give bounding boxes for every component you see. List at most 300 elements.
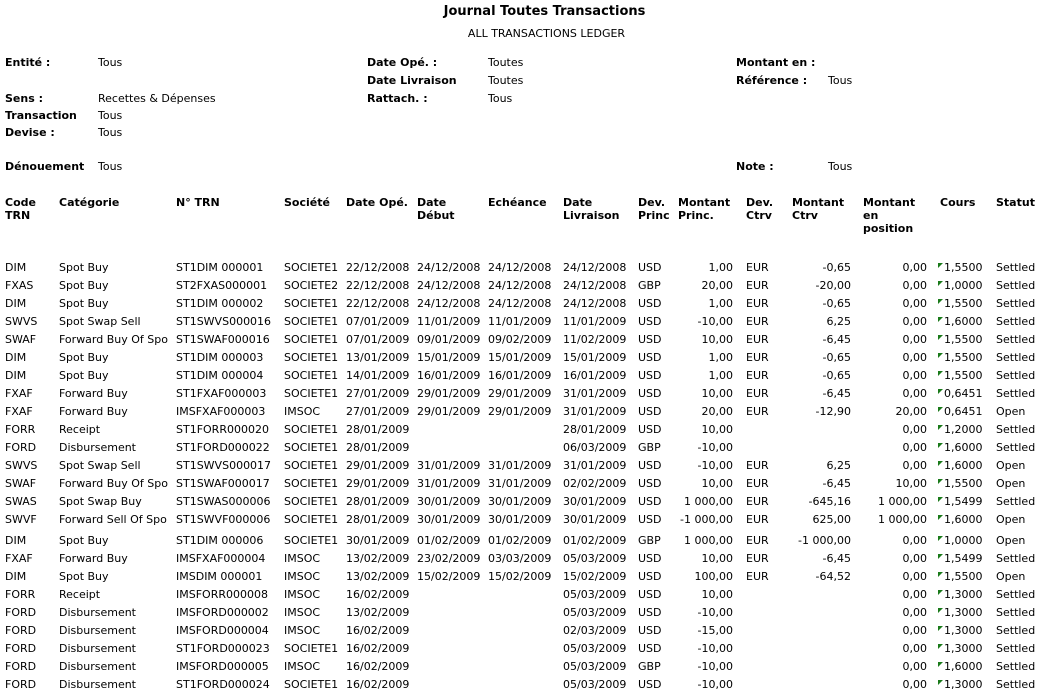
cours-indicator-icon xyxy=(938,479,943,484)
cell-cours: 1,0000 xyxy=(944,534,983,547)
cell-date-ope: 16/02/2009 xyxy=(346,660,410,673)
cell-montant-princ: 20,00 xyxy=(701,405,733,418)
cell-echeance: 09/02/2009 xyxy=(488,333,552,346)
cell-echeance: 24/12/2008 xyxy=(488,261,552,274)
cell-cours: 1,5500 xyxy=(944,333,983,346)
cell-dev-ctrv: EUR xyxy=(746,552,769,565)
cell-date-debut: 15/01/2009 xyxy=(417,351,481,364)
cell-dev-princ: USD xyxy=(638,387,662,400)
cell-dev-princ: USD xyxy=(638,315,662,328)
column-header-date-ope: Date Opé. xyxy=(346,196,408,209)
cell-statut: Settled xyxy=(996,423,1036,436)
table-row[interactable] xyxy=(0,421,1039,439)
column-header-dev-ctrv: Dev. Ctrv xyxy=(746,196,774,222)
table-row[interactable] xyxy=(0,475,1039,493)
cell-trn: ST1SWAS000006 xyxy=(176,495,271,508)
cours-indicator-icon xyxy=(938,353,943,358)
cell-dev-princ: USD xyxy=(638,351,662,364)
cell-montant-position: 1 000,00 xyxy=(878,513,927,526)
cell-categorie: Forward Buy xyxy=(59,552,128,565)
cell-code: DIM xyxy=(5,369,27,382)
cell-categorie: Spot Buy xyxy=(59,297,109,310)
table-row[interactable] xyxy=(0,277,1039,295)
filter-date-ope-value: Toutes xyxy=(488,56,524,69)
column-header-date-livraison: Date Livraison xyxy=(563,196,620,222)
cell-dev-princ: USD xyxy=(638,405,662,418)
filter-date-livraison-value: Toutes xyxy=(488,74,524,87)
table-row[interactable] xyxy=(0,349,1039,367)
cell-montant-ctrv: 6,25 xyxy=(826,315,851,328)
table-row[interactable] xyxy=(0,439,1039,457)
cell-code: FORD xyxy=(5,660,37,673)
cell-dev-ctrv: EUR xyxy=(746,513,769,526)
filter-note-value: Tous xyxy=(828,160,853,173)
cell-societe: SOCIETE1 xyxy=(284,513,339,526)
cell-statut: Settled xyxy=(996,351,1036,364)
cell-dev-ctrv: EUR xyxy=(746,477,769,490)
cell-date-debut: 23/02/2009 xyxy=(417,552,481,565)
cell-date-debut: 24/12/2008 xyxy=(417,297,481,310)
cell-cours: 1,6000 xyxy=(944,660,983,673)
cours-indicator-icon xyxy=(938,626,943,631)
cell-date-debut: 30/01/2009 xyxy=(417,513,481,526)
cell-date-debut: 01/02/2009 xyxy=(417,534,481,547)
cell-categorie: Disbursement xyxy=(59,642,136,655)
cell-cours: 1,3000 xyxy=(944,588,983,601)
cell-trn: IMSFORD000005 xyxy=(176,660,269,673)
table-row[interactable] xyxy=(0,550,1039,568)
table-row[interactable] xyxy=(0,511,1039,529)
cell-echeance: 03/03/2009 xyxy=(488,552,552,565)
cell-montant-princ: 20,00 xyxy=(701,279,733,292)
cell-montant-position: 0,00 xyxy=(902,678,927,691)
cell-date-debut: 15/02/2009 xyxy=(417,570,481,583)
cell-code: SWVS xyxy=(5,459,38,472)
cell-code: FORD xyxy=(5,441,37,454)
cell-date-livraison: 05/03/2009 xyxy=(563,642,627,655)
cell-date-ope: 28/01/2009 xyxy=(346,423,410,436)
cell-dev-princ: USD xyxy=(638,624,662,637)
cell-cours: 1,3000 xyxy=(944,606,983,619)
cell-societe: IMSOC xyxy=(284,660,321,673)
cell-code: FORD xyxy=(5,624,37,637)
cell-dev-ctrv: EUR xyxy=(746,369,769,382)
cell-montant-position: 0,00 xyxy=(902,660,927,673)
cell-cours: 1,5499 xyxy=(944,495,983,508)
cell-categorie: Receipt xyxy=(59,423,101,436)
cell-trn: ST1SWVS000016 xyxy=(176,315,272,328)
cell-categorie: Disbursement xyxy=(59,678,136,691)
cell-date-ope: 22/12/2008 xyxy=(346,261,410,274)
cell-trn: ST1FXAF000003 xyxy=(176,387,267,400)
cell-categorie: Spot Buy xyxy=(59,534,109,547)
cell-date-debut: 16/01/2009 xyxy=(417,369,481,382)
cell-montant-princ: 10,00 xyxy=(701,423,733,436)
cell-cours: 1,5500 xyxy=(944,351,983,364)
cell-montant-ctrv: -6,45 xyxy=(822,477,851,490)
cell-code: SWAS xyxy=(5,495,37,508)
cell-date-ope: 16/02/2009 xyxy=(346,642,410,655)
cell-trn: IMSFORD000002 xyxy=(176,606,269,619)
cell-code: FXAF xyxy=(5,552,33,565)
filter-sens-label: Sens : xyxy=(5,92,43,105)
cell-montant-princ: 1,00 xyxy=(708,297,733,310)
cell-montant-position: 0,00 xyxy=(902,534,927,547)
cours-indicator-icon xyxy=(938,407,943,412)
cell-trn: ST1FORD000024 xyxy=(176,678,270,691)
table-row[interactable] xyxy=(0,604,1039,622)
cell-montant-position: 0,00 xyxy=(902,423,927,436)
cell-date-debut: 24/12/2008 xyxy=(417,261,481,274)
cell-trn: ST1DIM 000002 xyxy=(176,297,264,310)
cell-date-livraison: 05/03/2009 xyxy=(563,588,627,601)
cell-date-ope: 07/01/2009 xyxy=(346,333,410,346)
cell-date-ope: 27/01/2009 xyxy=(346,405,410,418)
table-row[interactable] xyxy=(0,259,1039,277)
cell-dev-princ: USD xyxy=(638,588,662,601)
cours-indicator-icon xyxy=(938,389,943,394)
cell-societe: SOCIETE1 xyxy=(284,477,339,490)
cell-code: SWAF xyxy=(5,333,37,346)
cell-echeance: 24/12/2008 xyxy=(488,297,552,310)
cell-date-livraison: 05/03/2009 xyxy=(563,678,627,691)
table-row[interactable] xyxy=(0,385,1039,403)
cell-dev-princ: USD xyxy=(638,642,662,655)
cell-date-debut: 29/01/2009 xyxy=(417,387,481,400)
cell-dev-princ: USD xyxy=(638,297,662,310)
cell-societe: SOCIETE1 xyxy=(284,678,339,691)
cell-societe: SOCIETE1 xyxy=(284,441,339,454)
column-header-societe: Société xyxy=(284,196,330,209)
cell-dev-princ: USD xyxy=(638,261,662,274)
column-header-trn: N° TRN xyxy=(176,196,220,209)
cell-trn: ST1SWAF000017 xyxy=(176,477,270,490)
cell-trn: ST2FXAS000001 xyxy=(176,279,268,292)
cell-echeance: 15/02/2009 xyxy=(488,570,552,583)
cell-date-ope: 07/01/2009 xyxy=(346,315,410,328)
cell-categorie: Spot Buy xyxy=(59,351,109,364)
cours-indicator-icon xyxy=(938,515,943,520)
cell-dev-princ: USD xyxy=(638,513,662,526)
cell-montant-ctrv: -0,65 xyxy=(822,261,851,274)
cell-cours: 1,0000 xyxy=(944,279,983,292)
cell-categorie: Spot Buy xyxy=(59,261,109,274)
table-row[interactable] xyxy=(0,532,1039,550)
table-row[interactable] xyxy=(0,313,1039,331)
cell-echeance: 01/02/2009 xyxy=(488,534,552,547)
cell-societe: IMSOC xyxy=(284,588,321,601)
cell-date-ope: 13/02/2009 xyxy=(346,606,410,619)
cell-montant-ctrv: -0,65 xyxy=(822,351,851,364)
cell-montant-princ: 10,00 xyxy=(701,477,733,490)
table-row[interactable] xyxy=(0,493,1039,511)
cell-date-livraison: 11/02/2009 xyxy=(563,333,627,346)
cell-societe: SOCIETE1 xyxy=(284,369,339,382)
cell-categorie: Spot Swap Buy xyxy=(59,495,142,508)
cell-statut: Settled xyxy=(996,624,1036,637)
cell-categorie: Disbursement xyxy=(59,441,136,454)
filter-note-label: Note : xyxy=(736,160,774,173)
cours-indicator-icon xyxy=(938,461,943,466)
cell-categorie: Receipt xyxy=(59,588,101,601)
cell-statut: Settled xyxy=(996,387,1036,400)
cell-date-ope: 22/12/2008 xyxy=(346,279,410,292)
cell-montant-position: 0,00 xyxy=(902,570,927,583)
cours-indicator-icon xyxy=(938,371,943,376)
table-row[interactable] xyxy=(0,658,1039,676)
cell-statut: Open xyxy=(996,459,1026,472)
cell-montant-ctrv: -12,90 xyxy=(815,405,851,418)
cell-societe: SOCIETE1 xyxy=(284,423,339,436)
table-row[interactable] xyxy=(0,367,1039,385)
cell-montant-princ: 1 000,00 xyxy=(684,495,733,508)
cell-categorie: Spot Buy xyxy=(59,279,109,292)
cell-trn: IMSFXAF000004 xyxy=(176,552,266,565)
filter-entite-label: Entité : xyxy=(5,56,51,69)
column-header-montant-position: Montant en position xyxy=(863,196,916,235)
cell-societe: IMSOC xyxy=(284,606,321,619)
cell-trn: ST1SWVF000006 xyxy=(176,513,271,526)
cell-date-debut: 31/01/2009 xyxy=(417,477,481,490)
cell-date-ope: 16/02/2009 xyxy=(346,624,410,637)
cell-echeance: 31/01/2009 xyxy=(488,459,552,472)
cell-statut: Settled xyxy=(996,678,1036,691)
cell-societe: SOCIETE1 xyxy=(284,534,339,547)
cell-montant-ctrv: -0,65 xyxy=(822,369,851,382)
cell-dev-ctrv: EUR xyxy=(746,315,769,328)
cell-montant-princ: -10,00 xyxy=(697,441,733,454)
cell-statut: Settled xyxy=(996,642,1036,655)
cell-date-ope: 14/01/2009 xyxy=(346,369,410,382)
table-row[interactable] xyxy=(0,457,1039,475)
cell-trn: IMSFXAF000003 xyxy=(176,405,266,418)
table-row[interactable] xyxy=(0,295,1039,313)
cell-statut: Settled xyxy=(996,261,1036,274)
cours-indicator-icon xyxy=(938,536,943,541)
cell-cours: 1,5500 xyxy=(944,297,983,310)
cell-montant-ctrv: 625,00 xyxy=(812,513,851,526)
cell-echeance: 24/12/2008 xyxy=(488,279,552,292)
cell-montant-princ: 1,00 xyxy=(708,351,733,364)
table-row[interactable] xyxy=(0,676,1039,694)
column-header-cours: Cours xyxy=(940,196,976,209)
cell-date-livraison: 06/03/2009 xyxy=(563,441,627,454)
cell-statut: Settled xyxy=(996,495,1036,508)
cours-indicator-icon xyxy=(938,680,943,685)
cell-date-ope: 13/01/2009 xyxy=(346,351,410,364)
cell-categorie: Spot Swap Sell xyxy=(59,459,141,472)
cell-code: FORR xyxy=(5,423,36,436)
cell-code: DIM xyxy=(5,534,27,547)
cell-date-ope: 28/01/2009 xyxy=(346,495,410,508)
cell-societe: IMSOC xyxy=(284,405,321,418)
cell-date-debut: 29/01/2009 xyxy=(417,405,481,418)
table-row[interactable] xyxy=(0,568,1039,586)
cell-categorie: Spot Buy xyxy=(59,570,109,583)
cell-cours: 1,5500 xyxy=(944,369,983,382)
cell-code: FORD xyxy=(5,678,37,691)
cours-indicator-icon xyxy=(938,644,943,649)
cell-trn: IMSFORD000004 xyxy=(176,624,269,637)
cell-categorie: Spot Swap Sell xyxy=(59,315,141,328)
cell-categorie: Disbursement xyxy=(59,660,136,673)
cours-indicator-icon xyxy=(938,554,943,559)
cell-montant-princ: -10,00 xyxy=(697,660,733,673)
cell-montant-ctrv: -6,45 xyxy=(822,333,851,346)
cell-dev-ctrv: EUR xyxy=(746,387,769,400)
cell-date-ope: 27/01/2009 xyxy=(346,387,410,400)
cell-statut: Open xyxy=(996,513,1026,526)
cell-montant-ctrv: -6,45 xyxy=(822,387,851,400)
cell-date-ope: 13/02/2009 xyxy=(346,570,410,583)
cell-dev-ctrv: EUR xyxy=(746,297,769,310)
cell-categorie: Disbursement xyxy=(59,624,136,637)
cell-trn: ST1FORR000020 xyxy=(176,423,269,436)
cell-trn: ST1FORD000022 xyxy=(176,441,270,454)
cell-date-debut: 09/01/2009 xyxy=(417,333,481,346)
cell-dev-princ: USD xyxy=(638,495,662,508)
filter-devise-label: Devise : xyxy=(5,126,55,139)
cell-categorie: Forward Buy xyxy=(59,405,128,418)
column-header-code: Code TRN xyxy=(5,196,36,222)
cell-echeance: 29/01/2009 xyxy=(488,387,552,400)
cell-statut: Settled xyxy=(996,297,1036,310)
cell-montant-position: 0,00 xyxy=(902,261,927,274)
cell-categorie: Forward Buy Of Spo xyxy=(59,477,168,490)
cell-code: FXAF xyxy=(5,387,33,400)
cell-montant-princ: 10,00 xyxy=(701,333,733,346)
column-header-categorie: Catégorie xyxy=(59,196,120,209)
cell-dev-princ: USD xyxy=(638,333,662,346)
cell-echeance: 29/01/2009 xyxy=(488,405,552,418)
cell-dev-princ: USD xyxy=(638,459,662,472)
cell-trn: ST1DIM 000001 xyxy=(176,261,264,274)
cell-date-livraison: 11/01/2009 xyxy=(563,315,627,328)
cell-dev-princ: GBP xyxy=(638,441,661,454)
cell-societe: SOCIETE1 xyxy=(284,297,339,310)
cell-date-livraison: 05/03/2009 xyxy=(563,552,627,565)
cell-date-livraison: 02/03/2009 xyxy=(563,624,627,637)
cell-echeance: 15/01/2009 xyxy=(488,351,552,364)
cell-societe: SOCIETE1 xyxy=(284,642,339,655)
cell-trn: IMSDIM 000001 xyxy=(176,570,263,583)
cell-montant-princ: -10,00 xyxy=(697,642,733,655)
column-header-date-debut: Date Début xyxy=(417,196,455,222)
cell-montant-ctrv: -64,52 xyxy=(815,570,851,583)
column-header-dev-princ: Dev. Princ xyxy=(638,196,670,222)
cell-cours: 1,5499 xyxy=(944,552,983,565)
cell-statut: Settled xyxy=(996,606,1036,619)
column-header-montant-ctrv: Montant Ctrv xyxy=(792,196,845,222)
cours-indicator-icon xyxy=(938,299,943,304)
cell-montant-position: 0,00 xyxy=(902,387,927,400)
table-row[interactable] xyxy=(0,622,1039,640)
cell-date-ope: 29/01/2009 xyxy=(346,459,410,472)
cell-statut: Settled xyxy=(996,369,1036,382)
cell-trn: ST1DIM 000004 xyxy=(176,369,264,382)
cell-societe: IMSOC xyxy=(284,624,321,637)
cell-statut: Settled xyxy=(996,588,1036,601)
report-subtitle: ALL TRANSACTIONS LEDGER xyxy=(467,27,626,40)
table-row[interactable] xyxy=(0,331,1039,349)
filter-montant-en-label: Montant en : xyxy=(736,56,816,69)
cell-dev-ctrv: EUR xyxy=(746,495,769,508)
cell-date-ope: 29/01/2009 xyxy=(346,477,410,490)
cell-dev-ctrv: EUR xyxy=(746,459,769,472)
cell-montant-princ: 10,00 xyxy=(701,588,733,601)
cell-code: FORR xyxy=(5,588,36,601)
cell-montant-position: 0,00 xyxy=(902,441,927,454)
cell-montant-position: 10,00 xyxy=(895,477,927,490)
table-row[interactable] xyxy=(0,403,1039,421)
table-row[interactable] xyxy=(0,640,1039,658)
cell-cours: 1,3000 xyxy=(944,642,983,655)
cell-dev-princ: GBP xyxy=(638,660,661,673)
cell-date-livraison: 30/01/2009 xyxy=(563,513,627,526)
cell-date-livraison: 15/01/2009 xyxy=(563,351,627,364)
cell-code: DIM xyxy=(5,570,27,583)
cell-cours: 1,6000 xyxy=(944,513,983,526)
cell-categorie: Disbursement xyxy=(59,606,136,619)
cell-trn: ST1DIM 000003 xyxy=(176,351,264,364)
cell-montant-ctrv: -1 000,00 xyxy=(798,534,851,547)
filter-denouement-value: Tous xyxy=(98,160,123,173)
cell-code: SWAF xyxy=(5,477,37,490)
cell-code: FORD xyxy=(5,606,37,619)
cell-date-ope: 28/01/2009 xyxy=(346,441,410,454)
cours-indicator-icon xyxy=(938,335,943,340)
cell-statut: Open xyxy=(996,534,1026,547)
cours-indicator-icon xyxy=(938,425,943,430)
column-header-statut: Statut xyxy=(996,196,1035,209)
cours-indicator-icon xyxy=(938,608,943,613)
cell-montant-position: 0,00 xyxy=(902,624,927,637)
cell-trn: IMSFORR000008 xyxy=(176,588,268,601)
filter-sens-value: Recettes & Dépenses xyxy=(98,92,216,105)
cell-montant-princ: 1 000,00 xyxy=(684,534,733,547)
cell-montant-princ: 1,00 xyxy=(708,261,733,274)
cell-cours: 1,2000 xyxy=(944,423,983,436)
cell-montant-position: 0,00 xyxy=(902,315,927,328)
cell-echeance: 16/01/2009 xyxy=(488,369,552,382)
cell-date-livraison: 30/01/2009 xyxy=(563,495,627,508)
cell-cours: 1,3000 xyxy=(944,624,983,637)
cell-montant-position: 20,00 xyxy=(895,405,927,418)
filter-reference-value: Tous xyxy=(828,74,853,87)
cell-code: FXAF xyxy=(5,405,33,418)
cell-cours: 1,5500 xyxy=(944,261,983,274)
cell-montant-princ: 10,00 xyxy=(701,552,733,565)
cell-cours: 1,6000 xyxy=(944,459,983,472)
cell-trn: ST1SWVS000017 xyxy=(176,459,272,472)
table-row[interactable] xyxy=(0,586,1039,604)
filter-devise-value: Tous xyxy=(98,126,123,139)
cell-dev-princ: USD xyxy=(638,477,662,490)
cell-date-livraison: 24/12/2008 xyxy=(563,297,627,310)
cell-dev-princ: USD xyxy=(638,678,662,691)
cell-date-livraison: 24/12/2008 xyxy=(563,279,627,292)
cell-trn: ST1FORD000023 xyxy=(176,642,270,655)
cell-statut: Settled xyxy=(996,441,1036,454)
cours-indicator-icon xyxy=(938,662,943,667)
filter-reference-label: Référence : xyxy=(736,74,808,87)
cell-montant-ctrv: -0,65 xyxy=(822,297,851,310)
cell-date-livraison: 28/01/2009 xyxy=(563,423,627,436)
cell-code: DIM xyxy=(5,297,27,310)
filter-date-livraison-label: Date Livraison xyxy=(367,74,457,87)
cell-montant-princ: 100,00 xyxy=(694,570,733,583)
filter-rattach-label: Rattach. : xyxy=(367,92,428,105)
